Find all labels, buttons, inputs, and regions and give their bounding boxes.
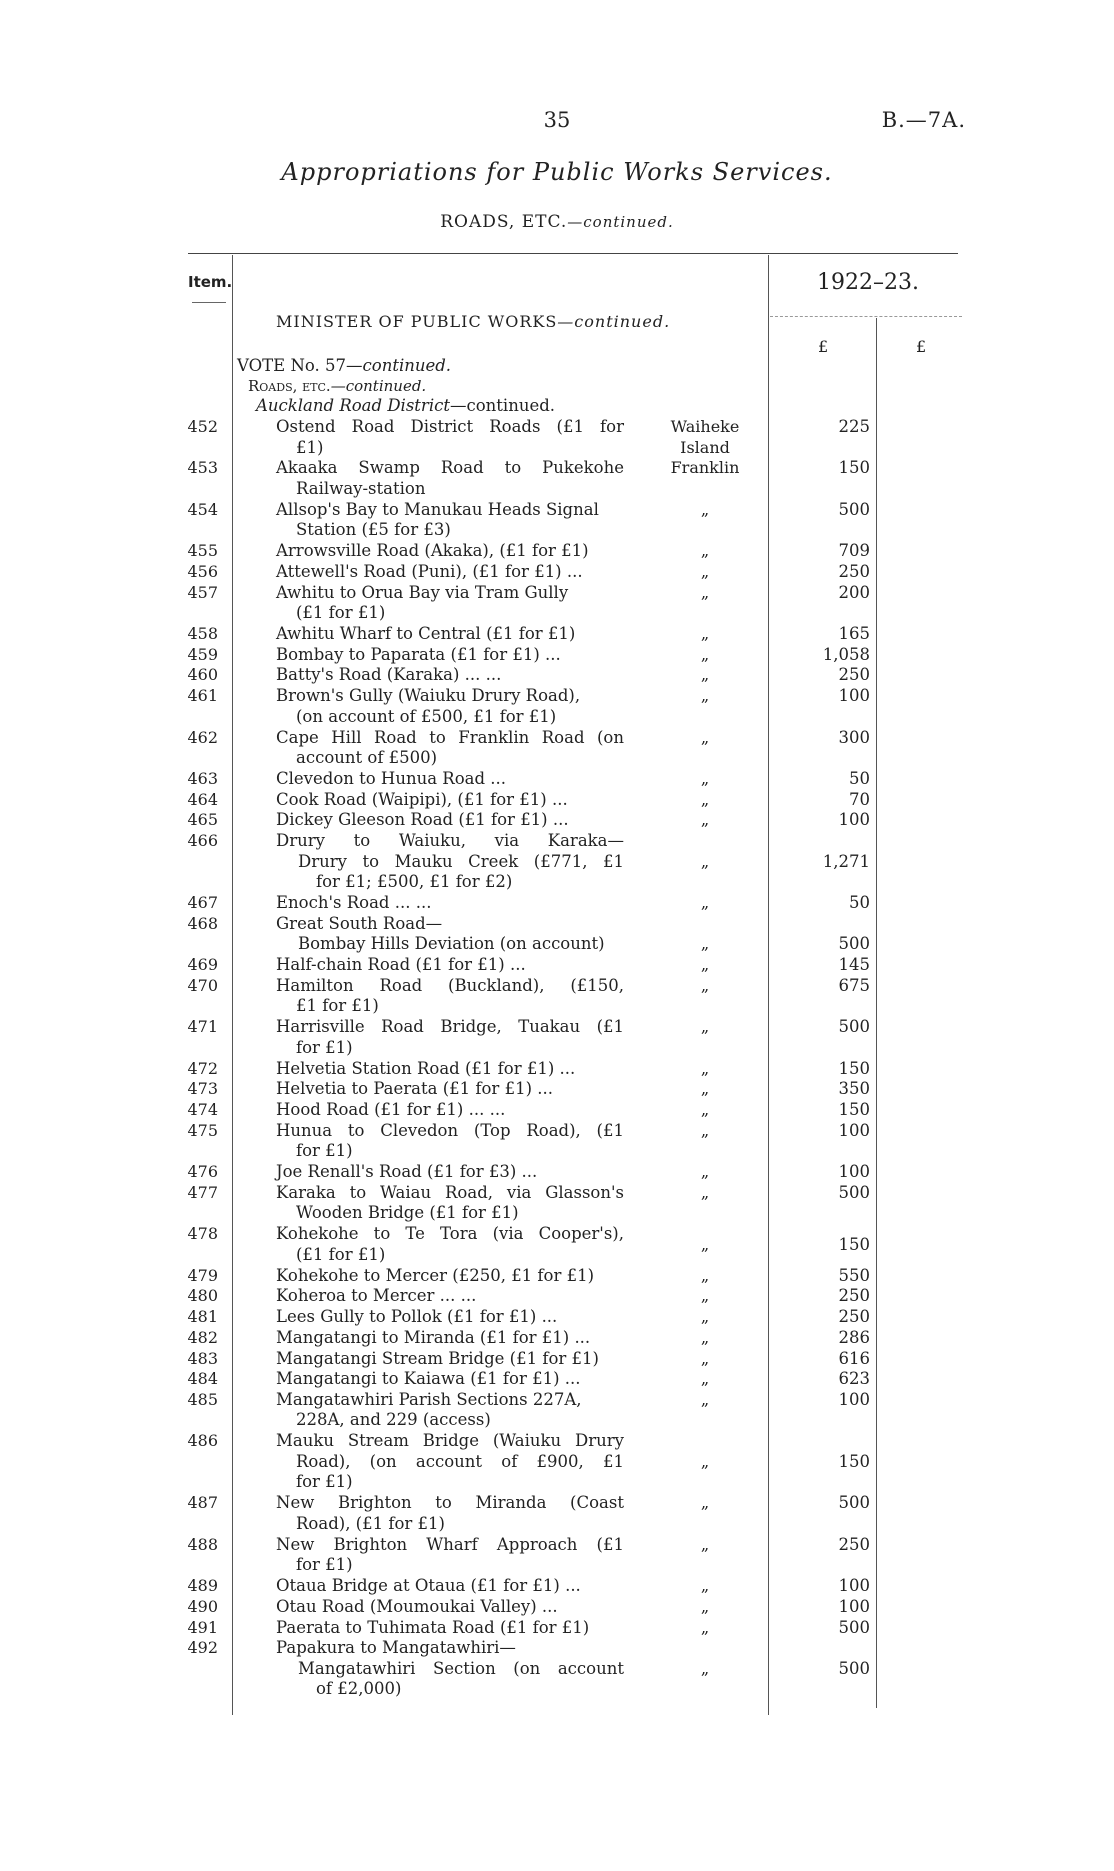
description-line: Lees Gully to Pollok (£1 for £1) ...	[276, 1307, 558, 1327]
item-description	[276, 790, 624, 811]
description-line: Enoch's Road ... ...	[276, 893, 432, 913]
district-cell	[650, 562, 760, 583]
item-description	[276, 1121, 624, 1162]
description-line: Clevedon to Hunua Road ...	[276, 768, 507, 788]
district-cell	[650, 893, 760, 914]
item-number: 452	[187, 417, 218, 436]
item-number: 489	[187, 1576, 218, 1596]
item-description	[276, 1431, 624, 1493]
amount-cell: 550	[838, 1265, 870, 1285]
district-cell	[650, 1100, 760, 1121]
amount-cell: 100	[838, 1576, 870, 1596]
district-cell	[650, 790, 760, 811]
district-cell	[650, 583, 760, 604]
item-number: 479	[187, 1265, 218, 1285]
district-name: „	[700, 1234, 710, 1254]
item-description	[276, 1307, 624, 1328]
amount-cell: 250	[838, 1534, 870, 1554]
item-number: 469	[187, 955, 218, 975]
district-name: „	[700, 541, 710, 561]
item-number: 484	[187, 1369, 218, 1389]
description-line: Mangatawhiri Parish Sections 227A,	[276, 1389, 582, 1409]
description-line: Papakura to Mangatawhiri—	[276, 1638, 516, 1658]
item-number: 473	[187, 1079, 218, 1099]
district-name: „	[700, 768, 710, 788]
amount-cell: 1,058	[822, 644, 870, 664]
item-description	[276, 1224, 624, 1265]
item-description	[276, 728, 624, 769]
description-line: £1 for £1)	[296, 996, 379, 1016]
amount-cell: 165	[838, 624, 870, 643]
amount-cell: 50	[849, 893, 870, 913]
item-description	[276, 583, 624, 624]
item-number: 470	[187, 975, 218, 995]
district-name: „	[700, 975, 710, 995]
district-name: „	[700, 1596, 710, 1616]
district-name: „	[700, 810, 710, 830]
district-cell	[650, 1349, 760, 1370]
item-number: 478	[187, 1224, 218, 1244]
district-name: „	[700, 1327, 710, 1347]
district-name: „	[700, 1369, 710, 1389]
amount-cell: 100	[838, 1389, 870, 1409]
description-line: Arrowsville Road (Akaka), (£1 for £1)	[276, 541, 589, 561]
amount-cell: 500	[838, 1493, 870, 1513]
amount-cell: 500	[838, 1017, 870, 1037]
amount-cell: 150	[838, 1234, 870, 1254]
item-number: 460	[187, 665, 218, 685]
district-name: „	[700, 1017, 710, 1037]
item-number: 462	[187, 727, 218, 747]
item-description	[276, 831, 624, 893]
item-description	[276, 914, 624, 955]
item-description	[276, 769, 624, 790]
description-line: for £1)	[296, 1141, 353, 1161]
section-title-main: ROADS, ETC.	[440, 212, 568, 232]
district-cell	[650, 1183, 760, 1204]
description-line: account of £500)	[296, 748, 438, 767]
district-cell	[650, 1235, 760, 1256]
item-number: 485	[187, 1389, 218, 1409]
section-title-continued: —continued.	[567, 213, 674, 231]
district-name: „	[700, 955, 710, 975]
district-name: „	[700, 1265, 710, 1285]
district-name: „	[700, 1307, 710, 1327]
description-line: Great South Road—	[276, 913, 443, 933]
amount-cell: 100	[838, 1162, 870, 1182]
item-number: 492	[187, 1638, 218, 1658]
item-description	[276, 955, 624, 976]
item-number: 468	[187, 913, 218, 933]
amount-cell: 350	[838, 1079, 870, 1099]
district-subheading: Auckland Road District—continued.	[256, 396, 556, 415]
description-line: Hunua to Clevedon (Top Road), (£1	[276, 1120, 624, 1140]
description-line: for £1)	[296, 1037, 353, 1057]
item-number: 480	[187, 1286, 218, 1306]
item-number: 472	[187, 1058, 218, 1078]
district-cell	[650, 686, 760, 707]
amount-cell: 150	[838, 1058, 870, 1078]
description-line: Mauku Stream Bridge (Waiuku Drury	[276, 1431, 624, 1451]
pound-unit-label: £	[916, 337, 927, 356]
roads-subheading: Roads, etc.—continued.	[248, 377, 427, 395]
item-description	[276, 1266, 624, 1287]
district-cell	[650, 458, 760, 479]
item-description	[276, 1017, 624, 1058]
description-line: Bombay Hills Deviation (on account)	[298, 934, 605, 954]
description-line: Kohekohe to Mercer (£250, £1 for £1)	[276, 1265, 595, 1285]
description-line: for £1; £500, £1 for £2)	[316, 872, 513, 891]
amount-cell: 250	[838, 1307, 870, 1327]
amount-cell: 500	[838, 1182, 870, 1202]
item-description	[276, 645, 624, 666]
item-description	[276, 1059, 624, 1080]
district-name: „	[700, 1576, 710, 1596]
description-line: Allsop's Bay to Manukau Heads Signal	[276, 499, 599, 519]
item-description	[276, 1390, 624, 1431]
pound-unit-label: £	[818, 337, 829, 356]
item-description	[276, 541, 624, 562]
district-name: „	[700, 644, 710, 664]
description-line: Railway-station	[296, 478, 426, 498]
description-line: Awhitu to Orua Bay via Tram Gully	[276, 582, 569, 602]
description-line: of £2,000)	[316, 1679, 402, 1699]
item-number: 459	[187, 644, 218, 664]
item-number: 488	[187, 1534, 218, 1554]
district-cell	[650, 541, 760, 562]
year-column-header: 1922–23.	[817, 270, 919, 295]
amount-cell: 100	[838, 686, 870, 706]
amount-cell: 500	[838, 1617, 870, 1637]
item-number: 475	[187, 1120, 218, 1140]
district-name: „	[700, 727, 710, 747]
district-name: „	[700, 1100, 710, 1120]
district-name: „	[700, 1162, 710, 1182]
district-cell	[650, 1452, 760, 1473]
item-number: 481	[187, 1307, 218, 1327]
district-name: „	[700, 934, 710, 954]
district-cell	[650, 665, 760, 686]
district-name: „	[700, 1182, 710, 1202]
district-name: „	[700, 1658, 710, 1678]
item-description	[276, 1349, 624, 1370]
description-line: Hamilton Road (Buckland), (£150,	[276, 975, 624, 995]
district-cell	[650, 728, 760, 749]
item-number: 464	[187, 789, 218, 809]
description-line: Mangatawhiri Section (on account	[298, 1658, 624, 1678]
item-number: 490	[187, 1596, 218, 1616]
item-description	[276, 976, 624, 1017]
description-line: Cape Hill Road to Franklin Road (on	[276, 727, 624, 747]
description-line: New Brighton Wharf Approach (£1	[276, 1534, 624, 1554]
item-number: 467	[187, 893, 218, 913]
item-number: 453	[187, 458, 218, 478]
page-number: 35	[543, 108, 571, 132]
amount-cell: 70	[849, 789, 870, 809]
district-cell	[650, 852, 760, 873]
item-number: 483	[187, 1348, 218, 1368]
item-description	[276, 1183, 624, 1224]
district-name: „	[700, 851, 710, 871]
amount-cell: 100	[838, 1596, 870, 1616]
item-description	[276, 1535, 624, 1576]
description-line: Mangatangi to Kaiawa (£1 for £1) ...	[276, 1369, 581, 1389]
item-description	[276, 665, 624, 686]
district-name: „	[700, 1493, 710, 1513]
district-cell	[650, 1369, 760, 1390]
description-line: Batty's Road (Karaka) ... ...	[276, 665, 502, 685]
district-name: Island	[680, 437, 730, 457]
district-name: „	[700, 1617, 710, 1637]
item-column-header: Item.	[188, 273, 233, 291]
district-name: „	[700, 1286, 710, 1306]
district-name: „	[700, 499, 710, 519]
description-line: (on account of £500, £1 for £1)	[296, 706, 557, 726]
description-line: Helvetia to Paerata (£1 for £1) ...	[276, 1079, 553, 1099]
description-line: Wooden Bridge (£1 for £1)	[296, 1203, 519, 1223]
district-name: „	[700, 1058, 710, 1078]
item-number: 474	[187, 1100, 218, 1120]
district-name: „	[700, 561, 710, 581]
district-name: „	[700, 1120, 710, 1140]
amount-cell: 500	[838, 934, 870, 954]
amount-cell: 709	[838, 541, 870, 561]
description-line: Otaua Bridge at Otaua (£1 for £1) ...	[276, 1576, 581, 1596]
district-cell	[650, 500, 760, 521]
item-number: 466	[187, 831, 218, 850]
item-description	[276, 1079, 624, 1100]
district-cell	[650, 810, 760, 831]
item-number: 486	[187, 1431, 218, 1451]
amount-cell: 616	[838, 1348, 870, 1368]
minister-heading: MINISTER OF PUBLIC WORKS—continued.	[276, 312, 671, 331]
description-line: Karaka to Waiau Road, via Glasson's	[276, 1182, 624, 1202]
item-number: 482	[187, 1327, 218, 1347]
item-description	[276, 1100, 624, 1121]
description-line: Paerata to Tuhimata Road (£1 for £1)	[276, 1617, 590, 1637]
description-line: Koheroa to Mercer ... ...	[276, 1286, 477, 1306]
district-cell	[650, 1493, 760, 1514]
amount-cell: 50	[849, 768, 870, 788]
description-line: Awhitu Wharf to Central (£1 for £1)	[276, 624, 576, 643]
district-name: „	[700, 1389, 710, 1409]
district-name: „	[700, 686, 710, 706]
item-number: 454	[187, 499, 218, 519]
district-cell	[650, 1079, 760, 1100]
item-number: 465	[187, 810, 218, 830]
item-description	[276, 686, 624, 727]
item-description	[276, 1286, 624, 1307]
item-description	[276, 458, 624, 499]
description-line: Harrisville Road Bridge, Tuakau (£1	[276, 1017, 624, 1037]
amount-cell: 675	[838, 975, 870, 995]
item-number: 456	[187, 561, 218, 581]
amount-cell: 100	[838, 810, 870, 830]
amount-cell: 225	[838, 417, 870, 436]
amount-cell: 100	[838, 1120, 870, 1140]
item-description	[276, 810, 624, 831]
amount-cell: 250	[838, 561, 870, 581]
item-description	[276, 1328, 624, 1349]
description-line: Ostend Road District Roads (£1 for	[276, 417, 624, 436]
amount-cell: 150	[838, 1451, 870, 1471]
description-line: Bombay to Paparata (£1 for £1) ...	[276, 644, 561, 664]
description-line: Hood Road (£1 for £1) ... ...	[276, 1100, 506, 1120]
amount-cell: 250	[838, 1286, 870, 1306]
document-reference: B.—7A.	[881, 108, 966, 132]
district-cell	[650, 624, 760, 645]
description-line: Akaaka Swamp Road to Pukekohe	[276, 458, 624, 478]
district-name: „	[700, 1451, 710, 1471]
district-name: „	[700, 624, 710, 643]
description-line: Half-chain Road (£1 for £1) ...	[276, 955, 526, 975]
item-number: 476	[187, 1162, 218, 1182]
district-cell	[650, 934, 760, 955]
item-description	[276, 1597, 624, 1618]
description-line: for £1)	[296, 1472, 353, 1492]
description-line: (£1 for £1)	[296, 603, 386, 623]
description-line: Road), (£1 for £1)	[296, 1513, 445, 1533]
description-line: Joe Renall's Road (£1 for £3) ...	[276, 1162, 538, 1182]
vote-heading: VOTE No. 57—continued.	[237, 356, 452, 375]
district-cell	[650, 1390, 760, 1411]
amount-cell: 145	[838, 955, 870, 975]
district-name: „	[700, 1348, 710, 1368]
description-line: (£1 for £1)	[296, 1244, 386, 1264]
district-cell	[650, 976, 760, 997]
district-cell	[650, 1266, 760, 1287]
item-description	[276, 1618, 624, 1639]
district-cell	[650, 1307, 760, 1328]
item-number: 491	[187, 1617, 218, 1637]
district-cell	[650, 417, 760, 458]
district-cell	[650, 1618, 760, 1639]
description-line: Station (£5 for £3)	[296, 520, 451, 540]
item-description	[276, 1369, 624, 1390]
description-line: Drury to Waiuku, via Karaka—	[276, 831, 624, 850]
description-line: Dickey Gleeson Road (£1 for £1) ...	[276, 810, 569, 830]
description-line: Drury to Mauku Creek (£771, £1	[298, 851, 624, 871]
item-number: 471	[187, 1017, 218, 1037]
amount-cell: 500	[838, 499, 870, 519]
amount-cell: 150	[838, 1100, 870, 1120]
district-cell	[650, 955, 760, 976]
item-description	[276, 1576, 624, 1597]
description-line: Cook Road (Waipipi), (£1 for £1) ...	[276, 789, 568, 809]
item-number: 461	[187, 686, 218, 706]
description-line: Helvetia Station Road (£1 for £1) ...	[276, 1058, 576, 1078]
item-description	[276, 1162, 624, 1183]
description-line: 228A, and 229 (access)	[296, 1410, 491, 1430]
item-number: 455	[187, 541, 218, 561]
description-line: Mangatangi Stream Bridge (£1 for £1)	[276, 1348, 599, 1368]
district-cell	[650, 1017, 760, 1038]
district-cell	[650, 1059, 760, 1080]
item-number: 477	[187, 1182, 218, 1202]
district-name: „	[700, 893, 710, 913]
amount-cell: 300	[838, 727, 870, 747]
item-description	[276, 1638, 624, 1700]
district-name: „	[700, 582, 710, 602]
item-description	[276, 893, 624, 914]
description-line: Mangatangi to Miranda (£1 for £1) ...	[276, 1327, 591, 1347]
description-line: Brown's Gully (Waiuku Drury Road),	[276, 686, 581, 706]
district-cell	[650, 645, 760, 666]
item-description	[276, 417, 624, 458]
amount-cell: 1,271	[822, 851, 870, 871]
amount-cell: 200	[838, 582, 870, 602]
amount-cell: 500	[838, 1658, 870, 1678]
description-line: Otau Road (Moumoukai Valley) ...	[276, 1596, 558, 1616]
district-cell	[650, 1162, 760, 1183]
item-description	[276, 624, 624, 645]
district-name: „	[700, 1534, 710, 1554]
description-line: for £1)	[296, 1555, 353, 1575]
item-description	[276, 500, 624, 541]
district-cell	[650, 1121, 760, 1142]
district-cell	[650, 1576, 760, 1597]
item-number: 463	[187, 768, 218, 788]
item-description	[276, 1493, 624, 1534]
description-line: Road), (on account of £900, £1	[296, 1451, 624, 1471]
district-cell	[650, 1535, 760, 1556]
district-cell	[650, 769, 760, 790]
description-line: Kohekohe to Te Tora (via Cooper's),	[276, 1224, 624, 1244]
item-number: 487	[187, 1493, 218, 1513]
item-description	[276, 562, 624, 583]
district-name: „	[700, 789, 710, 809]
district-cell	[650, 1328, 760, 1349]
district-name: „	[700, 1079, 710, 1099]
district-cell	[650, 1659, 760, 1680]
description-line: Attewell's Road (Puni), (£1 for £1) ...	[276, 561, 583, 581]
district-cell	[650, 1597, 760, 1618]
item-number: 458	[187, 624, 218, 643]
district-name: „	[700, 665, 710, 685]
page-title: Appropriations for Public Works Services.	[281, 158, 833, 186]
district-name: Franklin	[670, 458, 740, 478]
amount-cell: 250	[838, 665, 870, 685]
amount-cell: 150	[838, 458, 870, 478]
description-line: £1)	[296, 437, 324, 457]
district-cell	[650, 1286, 760, 1307]
amount-cell: 623	[838, 1369, 870, 1389]
description-line: New Brighton to Miranda (Coast	[276, 1493, 624, 1513]
district-name: Waiheke	[670, 417, 740, 436]
item-number: 457	[187, 582, 218, 602]
amount-cell: 286	[838, 1327, 870, 1347]
